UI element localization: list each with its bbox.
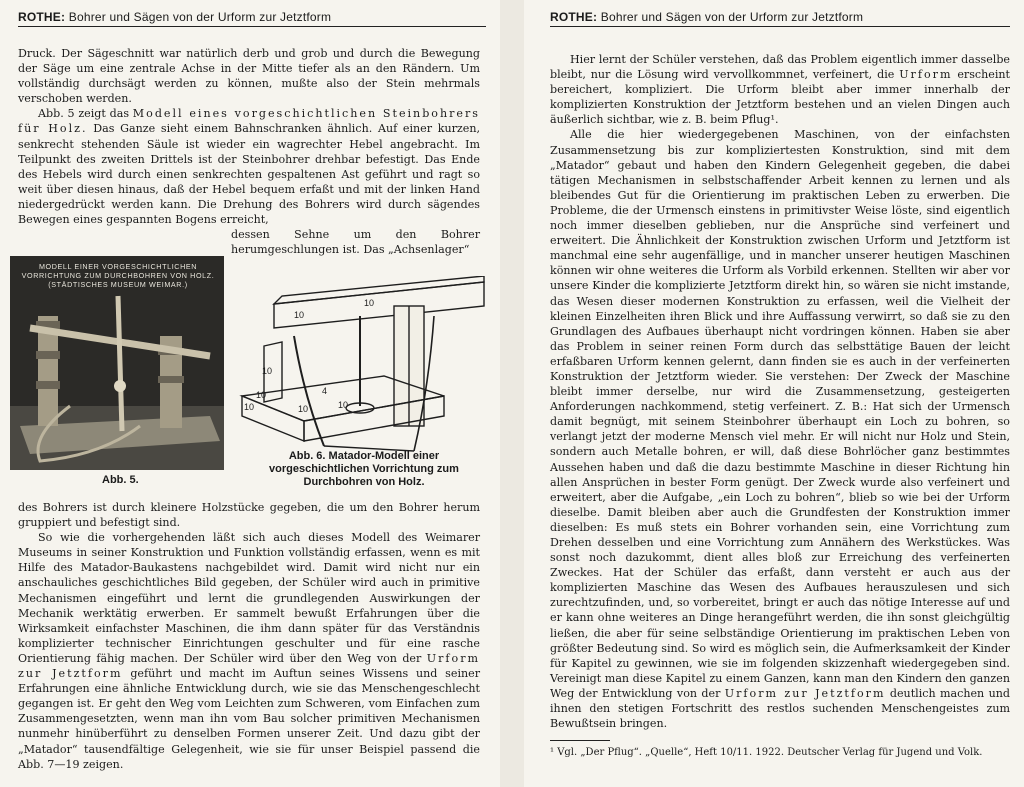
svg-text:10: 10 (244, 402, 255, 412)
running-header-right (550, 10, 1010, 27)
header-title: Bohrer und Sägen von der Urform zur Jetztform (600, 10, 864, 24)
figure-6-caption: Abb. 6. Matador-Modell einer vorgeschichtlichen Vorrichtung zum Durchbohren von Holz. (269, 450, 459, 488)
header-title: Bohrer und Sägen von der Urform zur Jetztform (68, 10, 332, 24)
svg-text:10: 10 (294, 310, 305, 320)
figure-5-caption: Abb. 5. (102, 474, 139, 486)
svg-text:10: 10 (256, 390, 267, 400)
paragraph: Abb. 5 zeigt das Modell eines vorgeschichtlichen Steinbohrers für Holz. Das Ganze sieht einem Bahnschranken ähnlich. Auf einer kurzen, senkrecht stehenden Säule ist wieder ein wagrechter Hebel angebracht. Im Teilpunkt des zweiten Drittels ist der Steinbohrer drehbar befestigt. Das Ende des Hebels wird durch einen senkrechten gespaltenen Ast geführt und ragt so weit über diesen hinaus, daß der Hebel bequem erfaßt und mit der linken Hand niedergedrückt werden kann. Die Drehung des Bohrers wird durch sägendes Bewegen eines gespannten Bogens erreicht, (18, 107, 480, 227)
paragraph: Druck. Der Sägeschnitt war natürlich derb und grob und durch die Bewegung der Säge um eine zentrale Achse in der Mitte tiefer als an den Rändern. Um vollständig durchsägt werden zu können, mußte also der Stein mehrmals verschoben werden. (18, 47, 480, 106)
svg-text:10: 10 (338, 400, 349, 410)
svg-text:10: 10 (262, 366, 273, 376)
svg-text:10: 10 (364, 298, 375, 308)
paragraph: dessen Sehne um den Bohrer herumgeschlungen ist. Das „Achsenlager“ (231, 228, 480, 257)
left-text-top (18, 46, 480, 227)
figures (10, 256, 490, 494)
header-author: ROTHE: (18, 10, 66, 24)
paragraph: So wie die vorhergehenden läßt sich auch dieses Modell des Weimarer Museums in seiner Konstruktion und Funktion vollständig erfassen, wenn es mit Hilfe des Matador-Baukastens nachgebildet wird. Damit wird nicht nur ein anschauliches geschichtliches Bild gegeben, der Schüler wird auch in primitive Mechanismen eingeführt und lernt die grundlegenden Auswirkungen der Mechanik werktätig erwerben. Er sammelt bewußt Erfahrungen über die Wirksamkeit einfachster Maschinen, die ihm dann später für das Verständnis komplizierter technischer Einrichtungen geschulter und für eine rasche Orientierung fähig machen. Der Schüler wird über den Weg von der Urform zur Jetztform geführt und macht im Auftun seines Wissens und seiner Erfahrungen eine ähnliche Entwicklung durch, wie sie das Menschengeschlecht gegangen ist. Er geht den Weg vom Leichten zum Schweren, vom Einfachen zum Zusammengesetzten, wenn man ihn vom Bau solcher primitiven Mechanismen nunmehr hinüberführt zu denselben Formen unserer Zeit. Und dazu gibt der „Matador“ tausendfältige Gelegenheit, wie sie für unser Beispiel passend die Abb. 7—19 zeigen. (18, 531, 481, 771)
figure-6-drawing (234, 276, 490, 454)
left-text-bottom (18, 500, 480, 772)
figure-5-photo (10, 256, 224, 470)
photo-caption: MODELL EINER VORGESCHICHTLICHEN VORRICHTUNG ZUM DURCHBOHREN VON HOLZ. (STÄDTISCHES MUSEUM WEIMAR.) (21, 262, 215, 289)
right-text (550, 52, 1010, 731)
paragraph: Hier lernt der Schüler verstehen, daß das Problem eigentlich immer dasselbe bleibt, nur die Lösung wird vervollkommnet, verfeinert, die Urform erscheint bereichert, kompliziert. Die Urform bleibt aber immer innerhalb der komplizierten Konstruktion der Jetztform bestehen und an vielen Dingen auch äußerlich sichtbar, wie z. B. beim Pflug¹. (550, 53, 1010, 127)
paragraph: Alle die hier wiedergegebenen Maschinen, von der einfachsten Zusammensetzung bis zur kompliziertesten Konstruktion, sind mit dem „Matador“ gebaut und haben den Kindern Gelegenheit gegeben, die dabei tätigen Mechanismen in selbstschaffender Arbeit kennen zu lernen und als bleibendes Gut für die Orientierung im praktischen Leben zu erwerben. Die Probleme, die der Urmensch einstens in primitivster Weise löste, sind eigentlich noch immer dieselben geblieben, nur die Ansprüche sind verfeinert und erweitert. Die Ähnlichkeit der Konstruktion zwischen Urform und Jetztform ist manchmal eine sehr augenfällige, und in mancher unserer heutigen Maschinen können wir ohne weiteres die Urform als Vorbild erkennen. Stellten wir aber vor unsere Kinder die komplizierte Jetztform direkt hin, so wären sie nicht imstande, das Wesen dieser modernen Konstruktion zu erfassen, weil die Vielheit der kleinen Einzelheiten ihren Blick und ihre Auffassung verwirrt, so daß sie zu den Grundlagen des Aufbaues überhaupt nicht vordringen können. Haben sie aber das Problem in seiner reinen Form durch das selbsttätige Bauen der leicht erfaßbaren Urform kennen gelernt, dann finden sie es auch in der verfeinerten Konstruktion der Jetztform wieder. Sie verstehen: Der Zweck der Maschine bleibt immer derselbe, nur wird die Zusammensetzung, gesteigerten Anforderungen nachkommend, stetig verfeinert. Z. B.: Hat sich der Urmensch damit begnügt, mit seinem Steinbohrer überhaupt ein Loch zu bohren, so verlangt jetzt der moderne Mensch viel mehr. Er will nicht nur Holz und Stein, sondern auch Metalle bohren, er will, daß diese Bohrlöcher ganz bestimmtes Aussehen haben und daß die dazu bestimmte Maschine in dieser Richtung hin allen Ansprüchen in bester Form genügt. Der Zweck wurde also verfeinert und erweitert, aber die Aufgabe, „ein Loch zu bohren“, blieb so wie bei der Urform dieselbe. Damit bleiben aber auch die Grundfesten der Konstruktion immer dieselben: Es muß stets ein Bohrer vorhanden sein, eine Vorrichtung zum Drehen desselben und eine Vorrichtung zum Annähern des Werkstückes. Was sonst noch dazukommt, dient alles bloß zur Erreichung des verfeinerten Zweckes. Hat der Schüler das erfaßt, dann versteht er auch aus der komplizierten Maschine das Wesen des Aufbaues herauszulesen und sich zurechtzufinden, und, so vorbereitet, bringt er auch das nötige Interesse auf und er kann ohne weiteres an Dinge herangeführt werden, die ihn sonst gleichgültig ließen, die aber für seine selbständige Orientierung im praktischen Leben von größter Bedeutung sind. So wird es möglich sein, die Aufmerksamkeit der Kinder für Kapitel zu gewinnen, wie sie im folgenden skizzenhaft wiedergegeben sind. Vereinigt man diese Kapitel zu einem Ganzen, kann man den Kindern den ganzen Weg der Entwicklung von der Urform zur Jetztform deutlich machen und ihnen den stetigen Fortschritt des restlos suchenden Menschengeistes zum Bewußtsein bringen. (550, 128, 1010, 731)
left-page (0, 0, 500, 787)
svg-text:4: 4 (322, 386, 328, 396)
svg-text:10: 10 (298, 404, 309, 414)
footnote-rule (550, 740, 610, 741)
right-page (524, 0, 1024, 787)
left-text-wrap (231, 227, 480, 257)
page-gutter (500, 0, 524, 787)
running-header-left (18, 10, 486, 27)
header-author: ROTHE: (550, 10, 598, 24)
paragraph: des Bohrers ist durch kleinere Holzstücke gegeben, die um den Bohrer herum gruppiert und befestigt sind. (18, 501, 480, 530)
footnote: ¹ Vgl. „Der Pflug“. „Quelle“, Heft 10/11. 1922. Deutscher Verlag für Jugend und Volk. (550, 747, 983, 758)
